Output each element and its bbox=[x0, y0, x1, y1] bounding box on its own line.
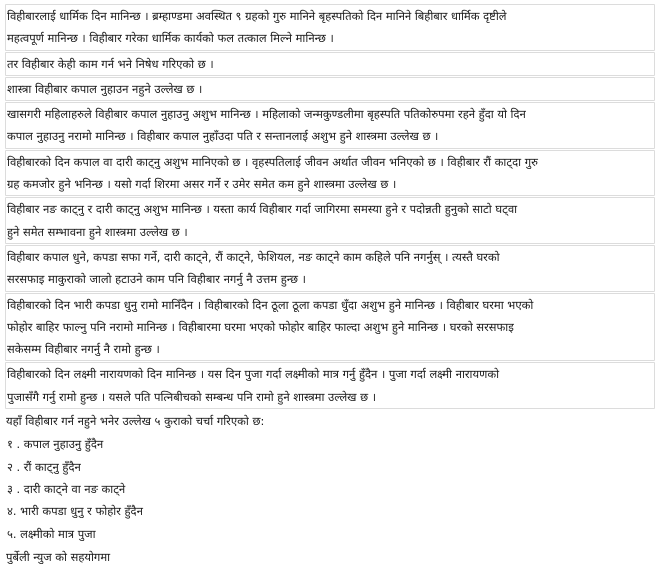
paragraph-line: विहीबारलाई धार्मिक दिन मानिन्छ । ब्रम्हाण्डमा अवस्थित ९ ग्रहको गुरु मानिने बृहस्पतिको दिन मानिने बिहीबार धार्मिक दृष्टीले bbox=[7, 9, 507, 23]
summary-list bbox=[5, 433, 655, 544]
list-item: ४. भारी कपडा धुनु र फोहोर हुँदैन bbox=[7, 504, 143, 519]
summary-intro bbox=[5, 410, 655, 432]
paragraph-haircut bbox=[5, 150, 655, 197]
paragraph-line: विहीबारको दिन भारी कपडा धुनु रामो मानिँदैन । विहीबारको दिन ठूला ठूला कपडा धुँदा अशुभ हुने मानिन्छ । विहीबार घरमा भएको bbox=[7, 297, 534, 312]
paragraph-line: महत्वपूर्ण मानिन्छ । विहीबार गरेका धार्मिक कार्यको फल तत्काल मिल्ने मानिन्छ । bbox=[7, 31, 334, 46]
paragraph-hair-wash bbox=[5, 77, 655, 101]
paragraph-lakshmi-narayan bbox=[5, 362, 655, 409]
paragraph-nail-beard bbox=[5, 197, 655, 244]
paragraph-line: पुजासँगै गर्नु रामो हुन्छ । यसले पति पत्निबीचको सम्बन्ध पनि रामो हुने शास्त्रमा उल्लेख छ । bbox=[7, 389, 377, 404]
paragraph-line: विहीबार कपाल धुने, कपडा सफा गर्ने, दारी काट्ने, रौं काट्ने, फेशियल, नङ काट्ने काम कहिले पनि नगर्नुस् । त्यस्तै घरको bbox=[7, 249, 500, 264]
paragraph-line: कपाल नुहाउनु नरामो मानिन्छ । विहीबार कपाल नुहाँउदा पति र सन्तानलाई अशुभ हुने शास्त्रमा उल्लेख छ । bbox=[7, 129, 439, 144]
paragraph-line: सरसफाइ माकुराको जालो हटाउने काम पनि विहीबार नगर्नु नै उत्तम हुन्छ । bbox=[7, 272, 306, 287]
paragraph-line: विहीबारको दिन कपाल वा दारी काट्नु अशुभ मानिएको छ । वृहस्पतिलाई जीवन अर्थात जीवन भनिएको छ । विहीबार रौं काट्दा गुरु bbox=[7, 154, 538, 169]
paragraph-line: विहीबारको दिन लक्ष्मी नारायणको दिन मानिन्छ । यस दिन पुजा गर्दा लक्ष्मीको मात्र गर्नु हुँदैन । पुजा गर्दा लक्ष्मी नारायणको bbox=[7, 367, 500, 382]
paragraph-line: खासगरी महिलाहरुले विहीबार कपाल नुहाउनु अशुभ मानिन्छ । महिलाको जन्मकुण्डलीमा बृहस्पति पतिकोरुपमा रहने हुँदा यो दिन bbox=[7, 107, 526, 122]
summary-intro-text: यहाँ विहीबार गर्न नहुने भनेर उल्लेख ५ कुराको चर्चा गरिएको छ: bbox=[6, 414, 265, 429]
paragraph-intro bbox=[5, 4, 655, 51]
list-item: ३ . दारी काट्ने वा नङ काट्ने bbox=[7, 481, 126, 496]
source-credit-text: पुर्बेली न्युज को सहयोगमा bbox=[6, 549, 111, 564]
list-item: २ . रौं काट्नु हुँदैन bbox=[7, 459, 81, 474]
paragraph-laundry-garbage bbox=[5, 293, 655, 362]
paragraph-line: शास्त्रा विहीबार कपाल नुहाउन नहुने उल्लेख छ । bbox=[7, 81, 203, 96]
paragraph-line: हुने समेत सम्भावना हुने शास्त्रमा उल्लेख छ । bbox=[7, 224, 188, 239]
paragraph-line: फोहोर बाहिर फाल्नु पनि नरामो मानिन्छ । विहीबारमा घरमा भएको फोहोर बाहिर फाल्दा अशुभ हुने मानिन्छ । घरको सरसफाइ bbox=[7, 319, 514, 334]
paragraph-women-hair-wash bbox=[5, 102, 655, 149]
paragraph-prohibition bbox=[5, 52, 655, 76]
paragraph-line: सकेसम्म विहीबार नगर्नु नै रामो हुन्छ । bbox=[7, 342, 160, 357]
source-credit bbox=[5, 546, 655, 568]
list-item: १ . कपाल नुहाउनु हुँदैन bbox=[7, 437, 104, 452]
paragraph-line: ग्रह कमजोर हुने भनिन्छ । यसो गर्दा शिरमा असर गर्ने र उमेर समेत कम हुने शास्त्रमा उल्लेख छ । bbox=[7, 177, 397, 192]
paragraph-line: तर विहीबार केही काम गर्न भने निषेध गरिएको छ । bbox=[7, 56, 214, 71]
list-item: ५. लक्ष्मीको मात्र पुजा bbox=[7, 526, 96, 541]
paragraph-line: विहीबार नङ काट्नु र दारी काट्नु अशुभ मानिन्छ । यस्ता कार्य विहीबार गर्दा जागिरमा समस्या हुने र पदोन्नती हुनुको साटो घट्वा bbox=[7, 202, 518, 217]
article-body bbox=[5, 4, 655, 569]
paragraph-avoid-tasks bbox=[5, 245, 655, 292]
